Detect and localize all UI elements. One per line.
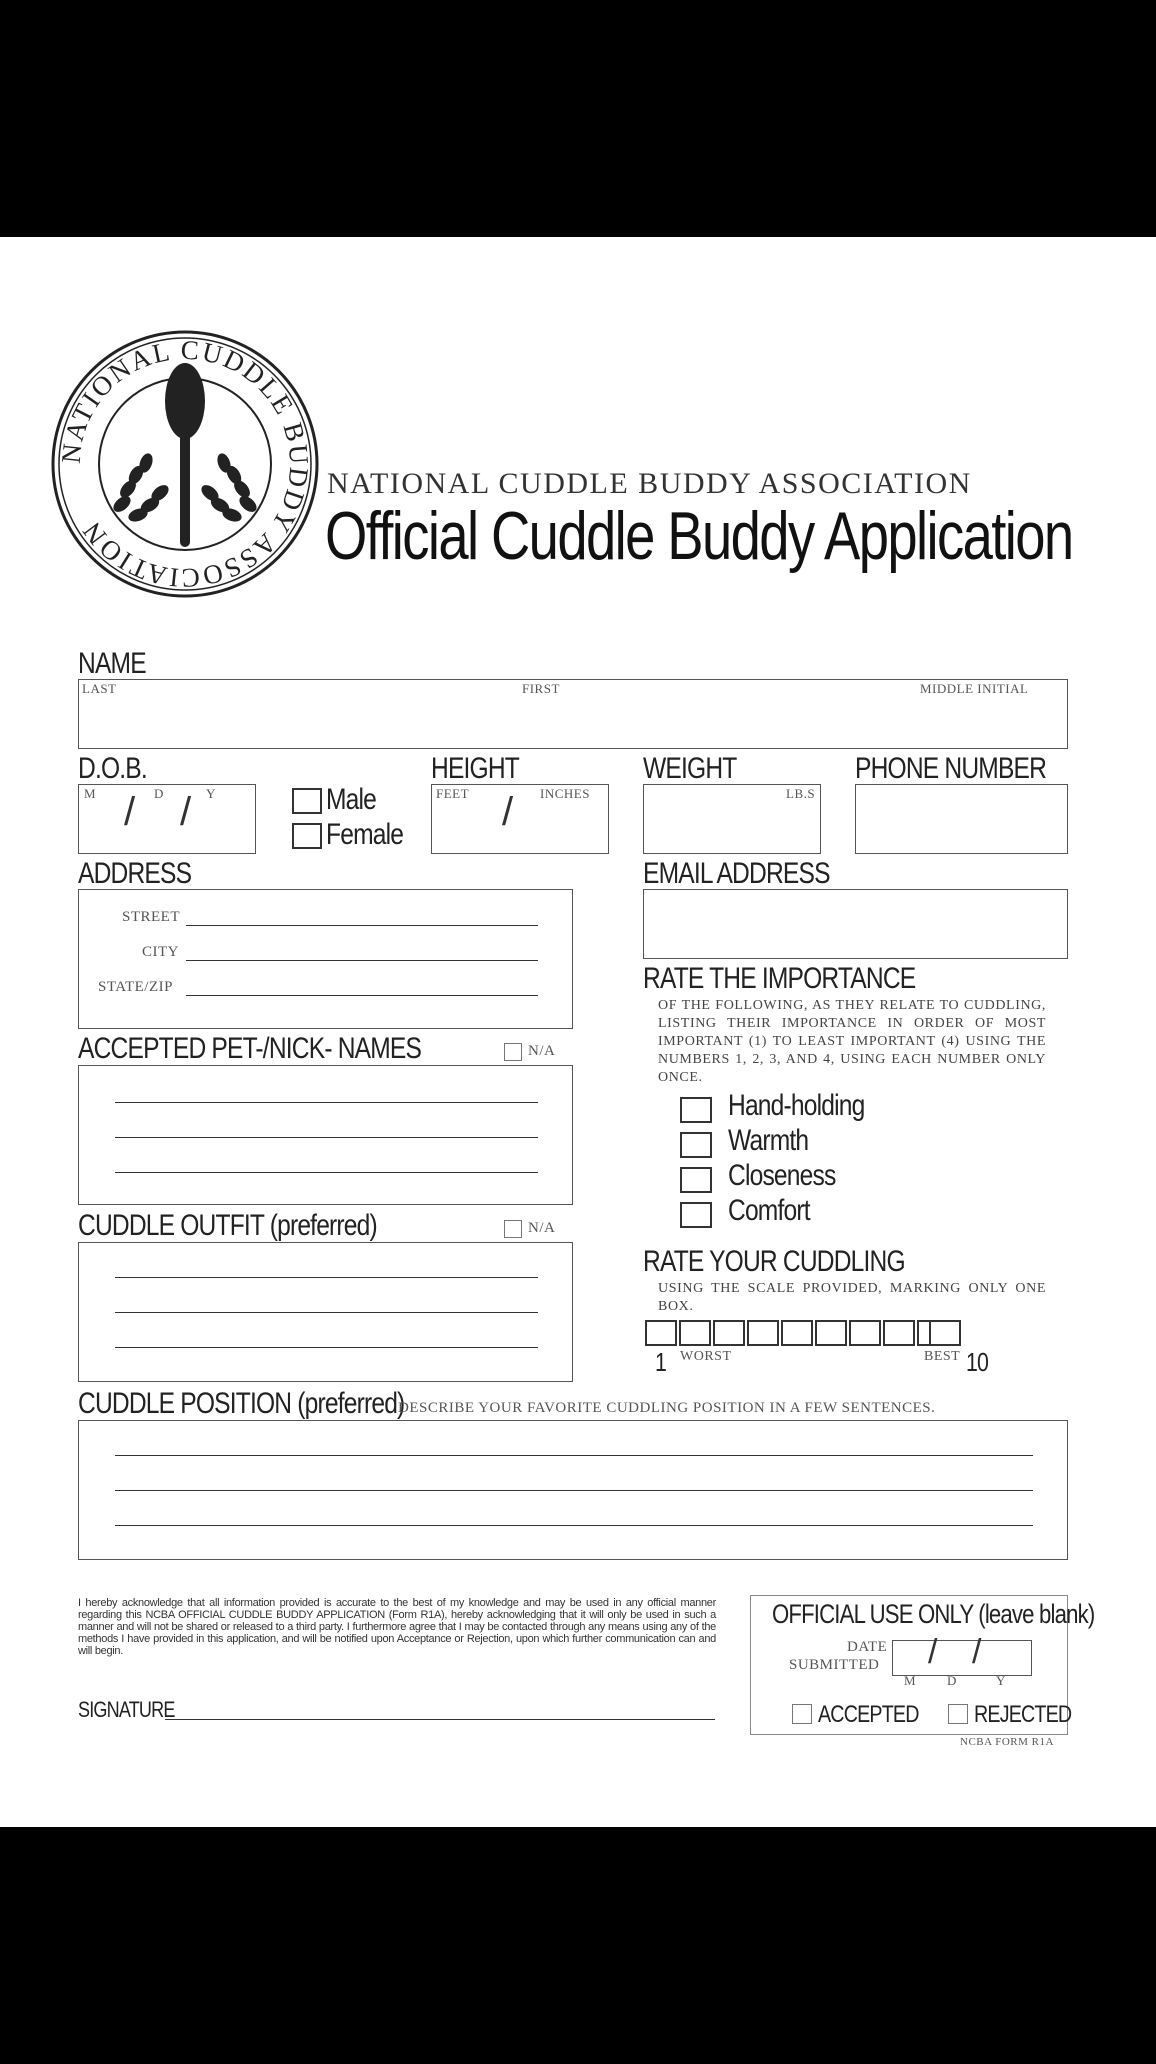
position-label: CUDDLE POSITION (preferred)	[78, 1387, 405, 1420]
signature-label: SIGNATURE	[78, 1697, 175, 1722]
dob-day-caption: D	[154, 786, 164, 801]
submitted-caption: SUBMITTED	[789, 1657, 880, 1673]
rating-box-4[interactable]	[747, 1320, 779, 1346]
male-checkbox[interactable]	[292, 788, 322, 814]
importance-checkbox-comfort[interactable]	[680, 1202, 712, 1228]
phone-label: PHONE NUMBER	[855, 752, 1047, 785]
official-use-label: OFFICIAL USE ONLY (leave blank)	[772, 1599, 1095, 1629]
form-id: NCBA FORM R1A	[960, 1736, 1054, 1748]
pet-names-line-1[interactable]	[115, 1102, 538, 1103]
date-slash-1: /	[928, 1633, 938, 1671]
outfit-line-2[interactable]	[115, 1312, 538, 1313]
dob-label: D.O.B.	[78, 752, 147, 785]
street-caption: STREET	[122, 909, 180, 925]
association-name: NATIONAL CUDDLE BUDDY ASSOCIATION	[327, 467, 972, 500]
date-slash-2: /	[972, 1633, 982, 1671]
dob-month-caption: M	[84, 786, 97, 801]
position-line-2[interactable]	[115, 1490, 1033, 1491]
rating-box-6[interactable]	[815, 1320, 847, 1346]
weight-label: WEIGHT	[643, 752, 737, 785]
seal-logo-icon	[50, 329, 320, 599]
height-slash: /	[502, 790, 514, 834]
date-submitted-field	[892, 1640, 1032, 1676]
rating-max: 10	[966, 1347, 989, 1377]
dob-year-caption: Y	[206, 786, 216, 801]
email-field[interactable]	[643, 889, 1068, 959]
acknowledgement-text: I hereby acknowledge that all information provided is accurate to the best of my knowledge and may be used in any official manner regarding this NCBA OFFICIAL CUDDLE BUDDY APPLICATION (Form R1A), hereby acknowledging that it will only be used in such a manner and will not be shared or released to a third party. I furthermore agree that I may be contacted through any means using any of the methods I have provided in this application, and will be notified upon Acceptance or Rejection, upon which further communication can and will begin.	[78, 1597, 716, 1657]
rate-cuddling-label: RATE YOUR CUDDLING	[643, 1245, 905, 1278]
rating-box-3[interactable]	[713, 1320, 745, 1346]
city-line[interactable]	[186, 960, 538, 961]
pet-names-na-label: N/A	[528, 1043, 556, 1059]
date-d-caption: D	[947, 1673, 957, 1688]
signature-line[interactable]	[165, 1719, 715, 1720]
female-checkbox[interactable]	[292, 823, 322, 849]
city-caption: CITY	[142, 944, 179, 960]
outfit-line-3[interactable]	[115, 1347, 538, 1348]
dob-slash-1: /	[124, 790, 136, 834]
statezip-line[interactable]	[186, 995, 538, 996]
dob-slash-2: /	[180, 790, 192, 834]
svg-text:NATIONAL CUDDLE BUDDY ASSOCIAT: NATIONAL CUDDLE BUDDY ASSOCIATION	[55, 334, 315, 594]
rating-worst-caption: WORST	[680, 1349, 732, 1364]
outfit-line-1[interactable]	[115, 1277, 538, 1278]
outfit-na-label: N/A	[528, 1220, 556, 1236]
importance-item-hand-holding: Hand-holding	[728, 1089, 865, 1122]
accepted-checkbox	[792, 1704, 812, 1724]
rate-cuddling-instructions: USING THE SCALE PROVIDED, MARKING ONLY ONE BOX.	[658, 1281, 1046, 1314]
position-line-3[interactable]	[115, 1525, 1033, 1526]
application-sheet	[0, 237, 1156, 1827]
importance-checkbox-hand-holding[interactable]	[680, 1097, 712, 1123]
rating-box-5[interactable]	[781, 1320, 813, 1346]
street-line[interactable]	[186, 925, 538, 926]
outfit-na-checkbox[interactable]	[504, 1220, 522, 1238]
height-label: HEIGHT	[431, 752, 520, 785]
pet-names-na-checkbox[interactable]	[504, 1043, 522, 1061]
date-m-caption: M	[904, 1673, 917, 1688]
statezip-caption: STATE/ZIP	[98, 979, 173, 995]
address-label: ADDRESS	[78, 857, 192, 890]
date-y-caption: Y	[996, 1673, 1006, 1688]
pet-names-line-2[interactable]	[115, 1137, 538, 1138]
page-title: Official Cuddle Buddy Application	[325, 498, 1073, 574]
rating-box-1[interactable]	[645, 1320, 677, 1346]
accepted-label: ACCEPTED	[818, 1701, 919, 1728]
rejected-checkbox	[948, 1704, 968, 1724]
height-feet-caption: FEET	[436, 786, 470, 801]
dob-field[interactable]	[78, 784, 256, 854]
rating-box-10[interactable]	[929, 1320, 961, 1346]
importance-checkbox-warmth[interactable]	[680, 1132, 712, 1158]
weight-unit-caption: LB.S	[786, 786, 816, 801]
importance-item-warmth: Warmth	[728, 1124, 809, 1157]
rejected-label: REJECTED	[974, 1701, 1072, 1728]
outfit-label: CUDDLE OUTFIT (preferred)	[78, 1209, 377, 1242]
importance-checkbox-closeness[interactable]	[680, 1167, 712, 1193]
rating-box-8[interactable]	[883, 1320, 915, 1346]
email-label: EMAIL ADDRESS	[643, 857, 830, 890]
male-label: Male	[326, 783, 377, 816]
rate-importance-instructions: OF THE FOLLOWING, AS THEY RELATE TO CUDDLING, LISTING THEIR IMPORTANCE IN ORDER OF MOST IMPORTANT (1) TO LEAST IMPORTANT (4) USING THE NUMBERS 1, 2, 3, AND 4, USING EACH NUMBER ONLY ONCE.	[658, 998, 1046, 1085]
pet-names-box	[78, 1065, 573, 1205]
female-label: Female	[326, 818, 404, 851]
rating-box-7[interactable]	[849, 1320, 881, 1346]
association-seal	[50, 329, 320, 599]
position-line-1[interactable]	[115, 1455, 1033, 1456]
first-name-caption: FIRST	[522, 681, 560, 696]
rating-best-caption: BEST	[924, 1349, 961, 1364]
rating-min: 1	[655, 1347, 667, 1377]
rating-box-2[interactable]	[679, 1320, 711, 1346]
last-name-caption: LAST	[82, 681, 117, 696]
height-inches-caption: INCHES	[540, 786, 590, 801]
rating-scale	[645, 1320, 965, 1348]
importance-item-comfort: Comfort	[728, 1194, 810, 1227]
position-instructions: DESCRIBE YOUR FAVORITE CUDDLING POSITION IN A FEW SENTENCES.	[398, 1400, 936, 1416]
date-caption: DATE	[847, 1639, 888, 1655]
pet-names-line-3[interactable]	[115, 1172, 538, 1173]
phone-field[interactable]	[855, 784, 1068, 854]
name-label: NAME	[78, 647, 146, 680]
pet-names-label: ACCEPTED PET-/NICK- NAMES	[78, 1032, 422, 1065]
importance-item-closeness: Closeness	[728, 1159, 836, 1192]
middle-initial-caption: MIDDLE INITIAL	[920, 681, 1029, 696]
rate-importance-label: RATE THE IMPORTANCE	[643, 962, 916, 995]
